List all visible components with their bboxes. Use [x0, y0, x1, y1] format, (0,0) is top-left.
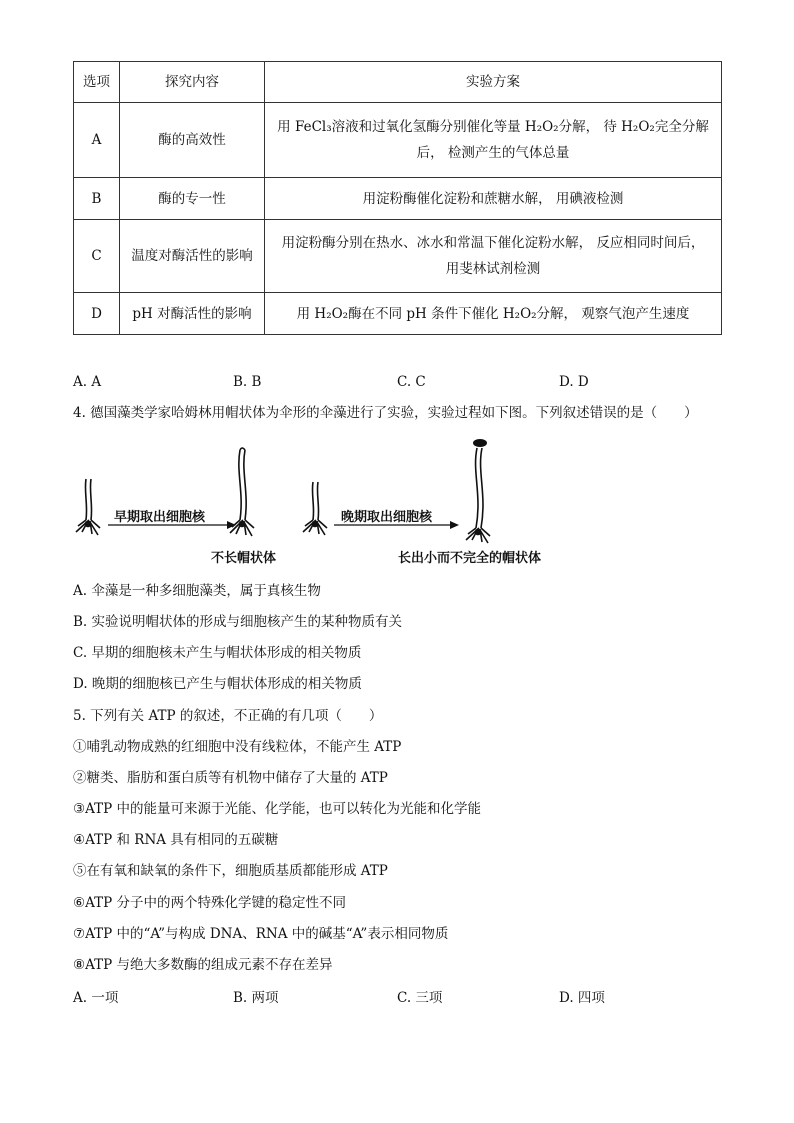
table-header: 实验方案	[265, 62, 722, 103]
q3-option-b[interactable]: B. B	[233, 374, 262, 390]
row-plan: 用淀粉酶催化淀粉和蔗糖水解， 用碘液检测	[265, 178, 722, 220]
row-content: pH 对酶活性的影响	[120, 293, 265, 335]
q5-statement: ④ATP 和 RNA 具有相同的五碳糖	[73, 832, 279, 848]
table-header: 探究内容	[120, 62, 265, 103]
q4-stem: 4. 德国藻类学家哈姆林用帽状体为伞形的伞藻进行了实验，实验过程如下图。下列叙述错误的是（ ）	[73, 405, 698, 421]
alga-early-before-icon	[76, 479, 100, 535]
q5-option-a[interactable]: A. 一项	[73, 990, 119, 1006]
caption-late: 长出小而不完全的帽状体	[398, 551, 542, 566]
row-content: 温度对酶活性的影响	[120, 220, 265, 293]
alga-late-after-icon	[466, 448, 490, 543]
row-plan: 用淀粉酶分别在热水、冰水和常温下催化淀粉水解， 反应相同时间后， 用斐林试剂检测	[265, 220, 722, 293]
experiment-table	[73, 61, 722, 335]
table-header-row	[74, 62, 722, 103]
q3-option-c[interactable]: C. C	[397, 374, 426, 390]
q3-options	[73, 374, 733, 394]
small-cap-icon	[473, 439, 487, 447]
q5-statement: ②糖类、脂肪和蛋白质等有机物中储存了大量的 ATP	[73, 770, 388, 786]
row-option: A	[74, 103, 120, 178]
q4-option-b[interactable]: B. 实验说明帽状体的形成与细胞核产生的某种物质有关	[73, 614, 403, 630]
table-row	[74, 178, 722, 220]
alga-late-before-icon	[303, 482, 327, 535]
q5-option-d[interactable]: D. 四项	[559, 990, 605, 1006]
row-option: C	[74, 220, 120, 293]
q4-option-a[interactable]: A. 伞藻是一种多细胞藻类，属于真核生物	[73, 583, 321, 599]
alga-early-after-icon	[230, 448, 254, 536]
row-plan: 用 FeCl₃溶液和过氧化氢酶分别催化等量 H₂O₂分解， 待 H₂O₂完全分解后， 检测产生的气体总量	[265, 103, 722, 178]
table-row	[74, 293, 722, 335]
q5-option-b[interactable]: B. 两项	[233, 990, 279, 1006]
row-plan: 用 H₂O₂酶在不同 pH 条件下催化 H₂O₂分解， 观察气泡产生速度	[265, 293, 722, 335]
q5-statement: ⑥ATP 分子中的两个特殊化学键的稳定性不同	[73, 895, 346, 911]
q5-statement: ⑦ATP 中的“A”与构成 DNA、RNA 中的碱基“A”表示相同物质	[73, 926, 449, 942]
arrow-label-early: 早期取出细胞核	[114, 510, 206, 525]
row-option: D	[74, 293, 120, 335]
q3-option-d[interactable]: D. D	[559, 374, 589, 390]
row-content: 酶的高效性	[120, 103, 265, 178]
row-option: B	[74, 178, 120, 220]
q4-option-d[interactable]: D. 晚期的细胞核已产生与帽状体形成的相关物质	[73, 676, 362, 692]
table-row	[74, 220, 722, 293]
arrow-label-late: 晚期取出细胞核	[341, 510, 433, 525]
q5-statement: ①哺乳动物成熟的红细胞中没有线粒体，不能产生 ATP	[73, 739, 402, 755]
table-header: 选项	[74, 62, 120, 103]
caption-early: 不长帽状体	[211, 551, 277, 566]
q4-option-c[interactable]: C. 早期的细胞核未产生与帽状体形成的相关物质	[73, 645, 362, 661]
q5-statement: ⑤在有氧和缺氧的条件下，细胞质基质都能形成 ATP	[73, 863, 388, 879]
row-content: 酶的专一性	[120, 178, 265, 220]
table-row	[74, 103, 722, 178]
q3-option-a[interactable]: A. A	[73, 374, 102, 390]
q5-statement: ⑧ATP 与绝大多数酶的组成元素不存在差异	[73, 957, 333, 973]
q5-stem: 5. 下列有关 ATP 的叙述，不正确的有几项（ ）	[73, 708, 383, 724]
q5-options	[73, 986, 733, 1006]
q5-option-c[interactable]: C. 三项	[397, 990, 443, 1006]
q5-statement: ③ATP 中的能量可来源于光能、化学能，也可以转化为光能和化学能	[73, 801, 481, 817]
